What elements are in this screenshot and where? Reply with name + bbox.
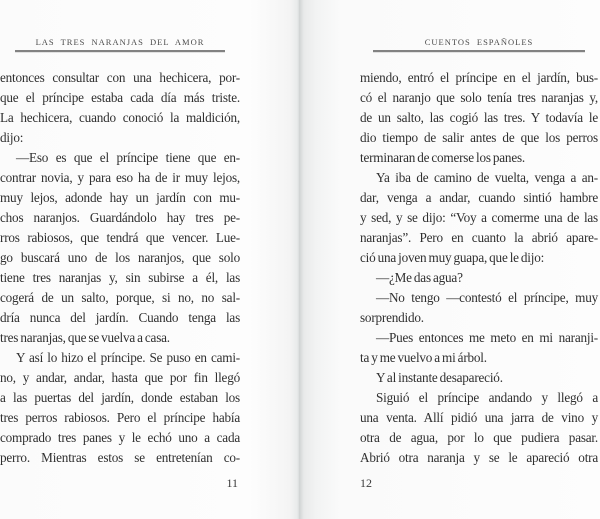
text-line: terminaran de comerse los panes. [360, 150, 525, 165]
text-line: Y al instante desapareció. [376, 370, 503, 385]
text-line: dría nunca del jardín. Cuando tenga las [0, 310, 240, 325]
page-number-left: 11 [226, 476, 238, 490]
text-line: rros rabiosos, que tendrá que vencer. Lue- [0, 230, 240, 245]
text-line: Siguió el príncipe andando y llegó a [376, 390, 598, 405]
text-line: ta y me vuelvo a mi árbol. [360, 350, 487, 365]
book-spine [299, 0, 300, 519]
text-line: entonces consultar con una hechicera, por- [0, 70, 240, 85]
text-line: comprado tres panes y le echó uno a cada [0, 430, 240, 445]
text-line: una venta. Allí pidió una jarra de vino y [360, 410, 598, 425]
running-head-right: CUENTOS ESPAÑOLES [424, 37, 534, 47]
text-line: Abrió otra naranja y se le apareció otra [360, 450, 598, 465]
text-line: chos naranjos. Guardándolo hay tres pe- [0, 210, 240, 225]
text-line: no, y andar, andar, hasta que por fin llegó [0, 370, 240, 385]
text-line: tres perros rabiosos. Pero el príncipe había [0, 410, 240, 425]
text-line: y sed, y se dijo: “Voy a comerme una de las [360, 210, 598, 225]
page-number-right: 12 [360, 476, 372, 490]
text-line: dar, venga a andar, cuando sintió hambre [360, 190, 598, 205]
text-line: miendo, entró el príncipe en el jardín, bus- [360, 70, 598, 85]
text-line: tres naranjas, que se vuelva a casa. [0, 330, 170, 345]
text-line: ció una joven muy guapa, que le dijo: [360, 250, 545, 265]
text-line: otra de agua, por lo que pudiera pasar. [360, 430, 598, 445]
text-line: Y así lo hizo el príncipe. Se puso en cami- [16, 350, 240, 365]
text-line: Ya iba de camino de vuelta, venga a an- [376, 170, 598, 185]
text-line: dijo: [0, 130, 24, 145]
text-line: a las puertas del jardín, donde estaban los [0, 390, 240, 405]
header-rule-right [373, 50, 585, 52]
running-head-left: LAS TRES NARANJAS DEL AMOR [35, 37, 205, 47]
text-line: naranjas”. Pero en cuanto la abrió apare- [360, 230, 598, 245]
header-rule-left [15, 50, 225, 52]
text-line: dio tiempo de salir antes de que los perros [360, 130, 598, 145]
text-line: perro. Mientras estos se entretenían co- [0, 450, 240, 465]
text-line: —¿Me das agua? [376, 270, 463, 285]
text-line: sorprendido. [360, 310, 424, 325]
right-page-textblock [360, 68, 598, 468]
text-line: tiene tres naranjas y, sin subirse a él, las [0, 270, 240, 285]
text-line: que el príncipe estaba cada día más triste. [0, 90, 240, 105]
text-line: contrar novia, y para eso ha de ir muy lejos, [0, 170, 240, 185]
text-line: —Pues entonces me meto en mi naranji- [376, 330, 598, 345]
text-line: cogerá de un salto, porque, si no, no sal- [0, 290, 240, 305]
text-line: de un salto, las cogió las tres. Y todavía le [360, 110, 598, 125]
text-line: —Eso es que el príncipe tiene que en- [16, 150, 240, 165]
text-line: La hechicera, cuando conoció la maldición, [0, 110, 240, 125]
text-line: —No tengo —contestó el príncipe, muy [376, 290, 598, 305]
text-line: có el naranjo que solo tenía tres naranjas y, [360, 90, 598, 105]
left-page-textblock [0, 68, 240, 468]
text-line: muy lejos, adonde hay un jardín con mu- [0, 190, 240, 205]
text-line: go buscará uno de los naranjos, que solo [0, 250, 240, 265]
right-page [300, 0, 600, 519]
